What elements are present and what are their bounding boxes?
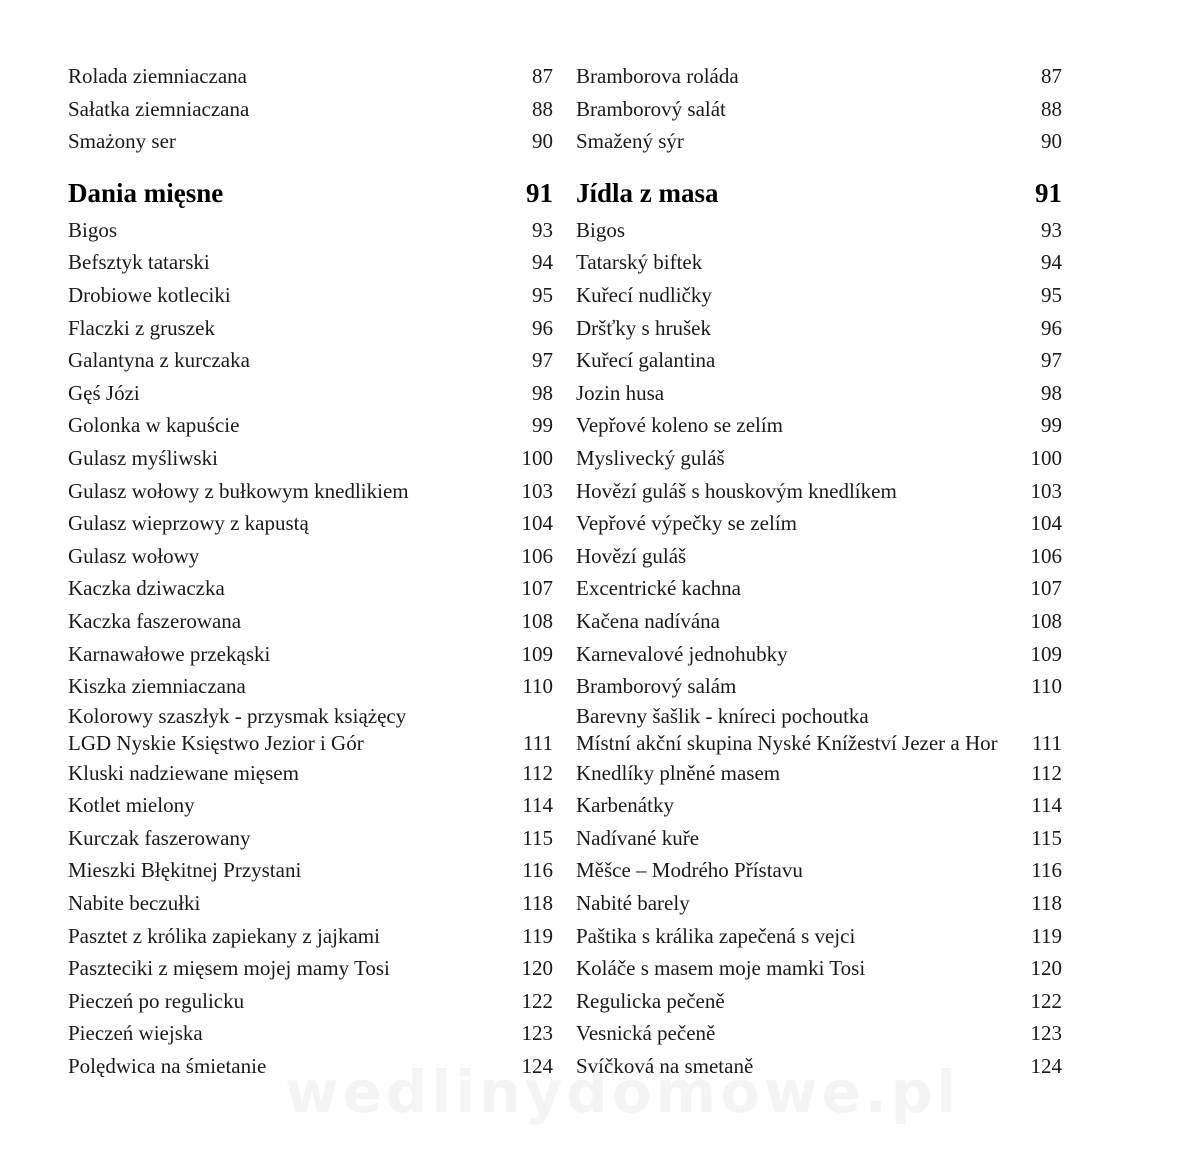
index-entry (68, 312, 553, 345)
entry-label: Kluski nadziewane mięsem (68, 760, 299, 785)
entry-label-line: Barevny šašlik - kníreci pochoutka (576, 703, 869, 728)
entry-label: Myslivecký guláš (576, 445, 725, 470)
index-entry (68, 985, 553, 1018)
entry-label: Mieszki Błękitnej Przystani (68, 858, 302, 883)
entry-label: Hovězí guláš (576, 543, 687, 568)
entry-page: 107 (521, 576, 553, 601)
entry-label: Gęś Józi (68, 380, 140, 405)
index-entry (576, 344, 1062, 377)
entry-label: Kaczka dziwaczka (68, 576, 225, 601)
section-heading (68, 172, 553, 214)
index-entry (68, 279, 553, 312)
top-entries (576, 60, 1062, 158)
entry-page: 98 (532, 380, 553, 405)
entry-label: Smażony ser (68, 129, 176, 154)
entry-page: 115 (522, 825, 553, 850)
entry-page: 118 (1031, 891, 1062, 916)
entry-label: Smažený sýr (576, 129, 684, 154)
index-entry (68, 1017, 553, 1050)
index-entry (576, 789, 1062, 822)
entry-page: 95 (532, 282, 553, 307)
index-entry (68, 572, 553, 605)
entry-page: 122 (521, 988, 553, 1013)
czech-index-column (576, 60, 1062, 1083)
entry-page: 94 (1041, 250, 1062, 275)
entry-page: 124 (1030, 1054, 1062, 1079)
entry-label: Polędwica na śmietanie (68, 1054, 267, 1079)
entry-label: Karnawałowe przekąski (68, 641, 271, 666)
index-entry (576, 985, 1062, 1018)
entry-label: Vepřové koleno se zelím (576, 413, 784, 438)
entry-label: Měšce – Modrého Přístavu (576, 858, 803, 883)
entry-page: 111 (523, 730, 553, 755)
index-entry (576, 214, 1062, 247)
entry-label (68, 703, 523, 757)
entry-label: Gulasz myśliwski (68, 445, 218, 470)
entry-label: Kuřecí galantina (576, 348, 716, 373)
entry-page: 109 (521, 641, 553, 666)
entry-label: Kiszka ziemniaczana (68, 674, 246, 699)
entry-page: 109 (1030, 641, 1062, 666)
entry-label: Nabite beczułki (68, 891, 201, 916)
entry-page: 119 (522, 923, 553, 948)
index-entry (576, 887, 1062, 920)
index-entry (576, 312, 1062, 345)
entry-label: Pasztet z królika zapiekany z jajkami (68, 923, 380, 948)
entry-label: Sałatka ziemniaczana (68, 96, 250, 121)
entry-label: Koláče s masem moje mamki Tosi (576, 956, 866, 981)
entry-label: Tatarský biftek (576, 250, 703, 275)
section-entries (576, 214, 1062, 1083)
index-entry (68, 540, 553, 573)
entry-page: 94 (532, 250, 553, 275)
entry-label: Gulasz wołowy z bułkowym knedlikiem (68, 478, 409, 503)
index-entry (576, 246, 1062, 279)
index-entry (68, 854, 553, 887)
entry-page: 97 (532, 348, 553, 373)
entry-label: Befsztyk tatarski (68, 250, 210, 275)
entry-label: Karbenátky (576, 793, 674, 818)
index-entry (576, 125, 1062, 158)
index-entry (68, 920, 553, 953)
entry-page: 99 (1041, 413, 1062, 438)
index-entry (68, 822, 553, 855)
entry-label: Bramborový salát (576, 96, 726, 121)
entry-page: 106 (1030, 543, 1062, 568)
index-entry (68, 605, 553, 638)
index-entry (68, 377, 553, 410)
entry-page: 99 (532, 413, 553, 438)
entry-page: 93 (1041, 217, 1062, 242)
index-entry (576, 605, 1062, 638)
entry-label: Svíčková na smetaně (576, 1054, 754, 1079)
index-entry (68, 887, 553, 920)
entry-page: 120 (521, 956, 553, 981)
entry-page: 90 (532, 129, 553, 154)
index-entry (576, 854, 1062, 887)
entry-label: Kurczak faszerowany (68, 825, 251, 850)
index-entry (68, 670, 553, 703)
entry-label: Kuřecí nudličky (576, 282, 712, 307)
entry-label-line: Místní akční skupina Nyské Knížeství Jezer a Hor (576, 730, 998, 755)
index-entry (576, 475, 1062, 508)
entry-page: 87 (532, 64, 553, 88)
entry-label: Paštika s králika zapečená s vejci (576, 923, 856, 948)
index-entry (576, 409, 1062, 442)
index-entry-multiline (68, 703, 553, 757)
entry-label: Rolada ziemniaczana (68, 64, 247, 88)
entry-page: 87 (1041, 64, 1062, 88)
entry-page: 116 (1031, 858, 1062, 883)
index-entry (68, 757, 553, 790)
entry-page: 114 (522, 793, 553, 818)
entry-page: 116 (522, 858, 553, 883)
index-entry (576, 93, 1062, 126)
section-entries (68, 214, 553, 1083)
entry-page: 119 (1031, 923, 1062, 948)
section-heading (576, 172, 1062, 214)
watermark (285, 1058, 960, 1126)
entry-page: 111 (1032, 730, 1062, 755)
entry-page: 110 (522, 674, 553, 699)
index-entry (576, 822, 1062, 855)
entry-label: Flaczki z gruszek (68, 315, 215, 340)
entry-label: Jozin husa (576, 380, 665, 405)
entry-label: Knedlíky plněné masem (576, 760, 781, 785)
index-entry (68, 125, 553, 158)
entry-page: 96 (532, 315, 553, 340)
entry-page: 123 (521, 1021, 553, 1046)
index-entry (576, 920, 1062, 953)
entry-page: 104 (521, 511, 553, 536)
entry-page: 114 (1031, 793, 1062, 818)
entry-page: 103 (1030, 478, 1062, 503)
index-entry (68, 214, 553, 247)
entry-label: Vepřové výpečky se zelím (576, 511, 798, 536)
entry-page: 107 (1030, 576, 1062, 601)
entry-page: 122 (1030, 988, 1062, 1013)
entry-page: 108 (1030, 608, 1062, 633)
entry-page: 100 (1030, 445, 1062, 470)
index-entry (68, 409, 553, 442)
entry-page: 124 (521, 1054, 553, 1079)
entry-page: 96 (1041, 315, 1062, 340)
index-entry (576, 442, 1062, 475)
index-entry (576, 540, 1062, 573)
entry-label: Excentrické kachna (576, 576, 741, 601)
index-entry (68, 952, 553, 985)
entry-label: Gulasz wieprzowy z kapustą (68, 511, 309, 536)
entry-page: 88 (532, 96, 553, 121)
index-entry (576, 279, 1062, 312)
entry-page: 110 (1031, 674, 1062, 699)
entry-page: 108 (521, 608, 553, 633)
index-entry (576, 757, 1062, 790)
section-heading-label: Jídla z masa (576, 177, 719, 208)
index-entry (576, 638, 1062, 671)
section-heading-label: Dania mięsne (68, 177, 224, 208)
entry-page: 123 (1030, 1021, 1062, 1046)
entry-label: Bramborový salám (576, 674, 737, 699)
index-entry (576, 377, 1062, 410)
entry-page: 95 (1041, 282, 1062, 307)
entry-page: 115 (1031, 825, 1062, 850)
entry-label: Kaczka faszerowana (68, 608, 242, 633)
index-entry (576, 1017, 1062, 1050)
entry-page: 98 (1041, 380, 1062, 405)
index-entry (68, 638, 553, 671)
index-entry (68, 475, 553, 508)
section-heading-page: 91 (1035, 177, 1062, 208)
entry-label (576, 703, 1032, 757)
entry-label: Nadívané kuře (576, 825, 700, 850)
section-heading-page: 91 (526, 177, 553, 208)
entry-label: Pieczeń wiejska (68, 1021, 203, 1046)
polish-index-column (68, 60, 553, 1083)
entry-label-line: LGD Nyskie Księstwo Jezior i Gór (68, 730, 364, 755)
index-entry (576, 670, 1062, 703)
entry-label: Galantyna z kurczaka (68, 348, 250, 373)
index-entry (68, 344, 553, 377)
entry-page: 97 (1041, 348, 1062, 373)
entry-label: Paszteciki z mięsem mojej mamy Tosi (68, 956, 390, 981)
entry-label: Pieczeń po regulicku (68, 988, 245, 1013)
entry-page: 90 (1041, 129, 1062, 154)
entry-label: Dršťky s hrušek (576, 315, 711, 340)
entry-label: Drobiowe kotleciki (68, 282, 231, 307)
entry-label: Karnevalové jednohubky (576, 641, 788, 666)
index-entry (576, 952, 1062, 985)
entry-label: Regulicka pečeně (576, 988, 725, 1013)
entry-page: 112 (1031, 760, 1062, 785)
index-entry (576, 60, 1062, 93)
entry-page: 93 (532, 217, 553, 242)
index-entry (68, 789, 553, 822)
entry-label: Kačena nadívána (576, 608, 720, 633)
entry-page: 112 (522, 760, 553, 785)
entry-label: Golonka w kapuście (68, 413, 240, 438)
entry-page: 106 (521, 543, 553, 568)
entry-label: Bramborova roláda (576, 64, 739, 88)
entry-label-line: Kolorowy szaszłyk - przysmak książęcy (68, 703, 407, 728)
entry-label: Bigos (576, 217, 626, 242)
entry-label: Bigos (68, 217, 118, 242)
entry-page: 104 (1030, 511, 1062, 536)
entry-label: Gulasz wołowy (68, 543, 200, 568)
index-entry-multiline (576, 703, 1062, 757)
index-entry (68, 93, 553, 126)
entry-page: 118 (522, 891, 553, 916)
entry-label: Kotlet mielony (68, 793, 195, 818)
entry-label: Vesnická pečeně (576, 1021, 716, 1046)
entry-page: 103 (521, 478, 553, 503)
entry-label: Hovězí guláš s houskovým knedlíkem (576, 478, 897, 503)
index-entry (68, 60, 553, 93)
index-entry (68, 507, 553, 540)
entry-page: 88 (1041, 96, 1062, 121)
index-entry (68, 246, 553, 279)
entry-label: Nabité barely (576, 891, 690, 916)
top-entries (68, 60, 553, 158)
index-entry (576, 507, 1062, 540)
index-entry (576, 572, 1062, 605)
entry-page: 120 (1030, 956, 1062, 981)
index-entry (68, 442, 553, 475)
entry-page: 100 (521, 445, 553, 470)
